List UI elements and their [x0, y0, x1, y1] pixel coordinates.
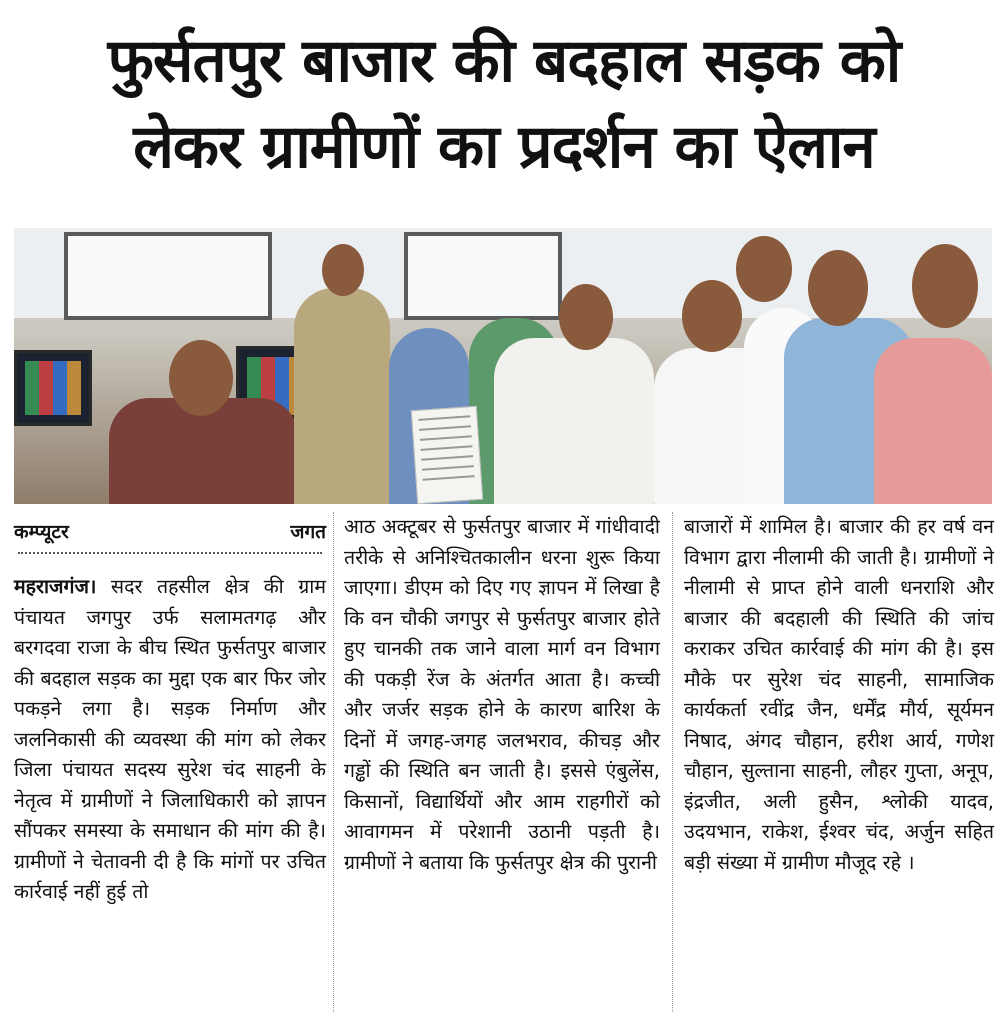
photo-person-head — [808, 250, 868, 326]
headline-line-2: लेकर ग्रामीणों का प्रदर्शन का ऐलान — [133, 112, 875, 182]
news-photo — [14, 228, 992, 504]
photo-person-head — [912, 244, 978, 328]
photo-person-head — [682, 280, 742, 352]
article-text: सदर तहसील क्षेत्र की ग्राम पंचायत जगपुर उर्फ सलामतगढ़ और बरगदवा राजा के बीच स्थित फुर्सतपुर बाजार की बदहाल सड़क का मुद्दा एक बार फिर जोर पकड़ने लगा है। सड़क निर्माण और जलनिकासी की व्यवस्था की मांग को लेकर जिला पंचायत सदस्य सुरेश चंद साहनी के नेतृत्व में ग्रामीणों ने जिलाधिकारी को ज्ञापन सौंपकर समस्या के समाधान की मांग की है। ग्रामीणों ने चेतावनी दी है कि मांगों पर उचित कार्रवाई नहीं हुई तो — [14, 575, 326, 903]
article-text: बाजारों में शामिल है। बाजार की हर वर्ष वन विभाग द्वारा नीलामी की जाती है। ग्रामीणों ने नीलामी से प्राप्त होने वाली धनराशि और बाजार की बदहाली की स्थिति की जांच कराकर उचित कार्रवाई की मांग की है। इस मौके पर सुरेश चंद साहनी, सामाजिक कार्यकर्ता रवींद्र जैन, धर्मेंद्र मौर्य, सूर्यमन निषाद, अंगद चौहान, हरीश आर्य, गणेश चौहान, सुल्ताना साहनी, लौहर गुप्ता, अनूप, इंद्रजीत, अली हुसैन, श्लोकी यादव, उदयभान, राकेश, ईश्वर चंद, अर्जुन सहित बड़ी संख्या में ग्रामीण मौजूद रहे । — [684, 515, 994, 874]
article-column-3 — [684, 512, 994, 878]
dateline: महराजगंज। — [14, 575, 97, 598]
photo-person-head — [736, 236, 792, 302]
article-column-2 — [344, 512, 660, 878]
byline: कम्प्यूटर जगत — [14, 521, 326, 543]
photo-monitor — [14, 350, 92, 426]
photo-person-head — [169, 340, 233, 416]
headline — [10, 18, 998, 190]
byline-divider — [18, 552, 322, 554]
photo-person-head — [559, 284, 613, 350]
photo-window — [404, 232, 562, 320]
article-column-1 — [14, 512, 326, 908]
photo-person-head — [322, 244, 364, 296]
photo-person — [494, 338, 654, 504]
column-rule — [672, 512, 673, 1012]
column-rule — [333, 512, 334, 1012]
article-text: आठ अक्टूबर से फुर्सतपुर बाजार में गांधीवादी तरीके से अनिश्चितकालीन धरना शुरू किया जाएगा। डीएम को दिए गए ज्ञापन में लिखा है कि वन चौकी जगपुर से फुर्सतपुर बाजार होते हुए चानकी तक जाने वाला मार्ग वन विभाग की पकड़ी रेंज के अंतर्गत आता है। कच्ची और जर्जर सड़क होने के कारण बारिश के दिनों में जगह-जगह जलभराव, कीचड़ और गड्ढों की स्थिति बन जाती है। इससे एंबुलेंस, किसानों, विद्यार्थियों और आम राहगीरों को आवागमन में परेशानी उठानी पड़ती है। ग्रामीणों ने बताया कि फुर्सतपुर क्षेत्र की पुरानी — [344, 515, 660, 874]
article-paragraph — [14, 572, 326, 908]
photo-window — [64, 232, 272, 320]
photo-person — [874, 338, 992, 504]
memorandum-paper — [411, 406, 483, 504]
headline-line-1: फुर्सतपुर बाजार की बदहाल सड़क को — [107, 26, 901, 96]
photo-person — [294, 288, 390, 504]
